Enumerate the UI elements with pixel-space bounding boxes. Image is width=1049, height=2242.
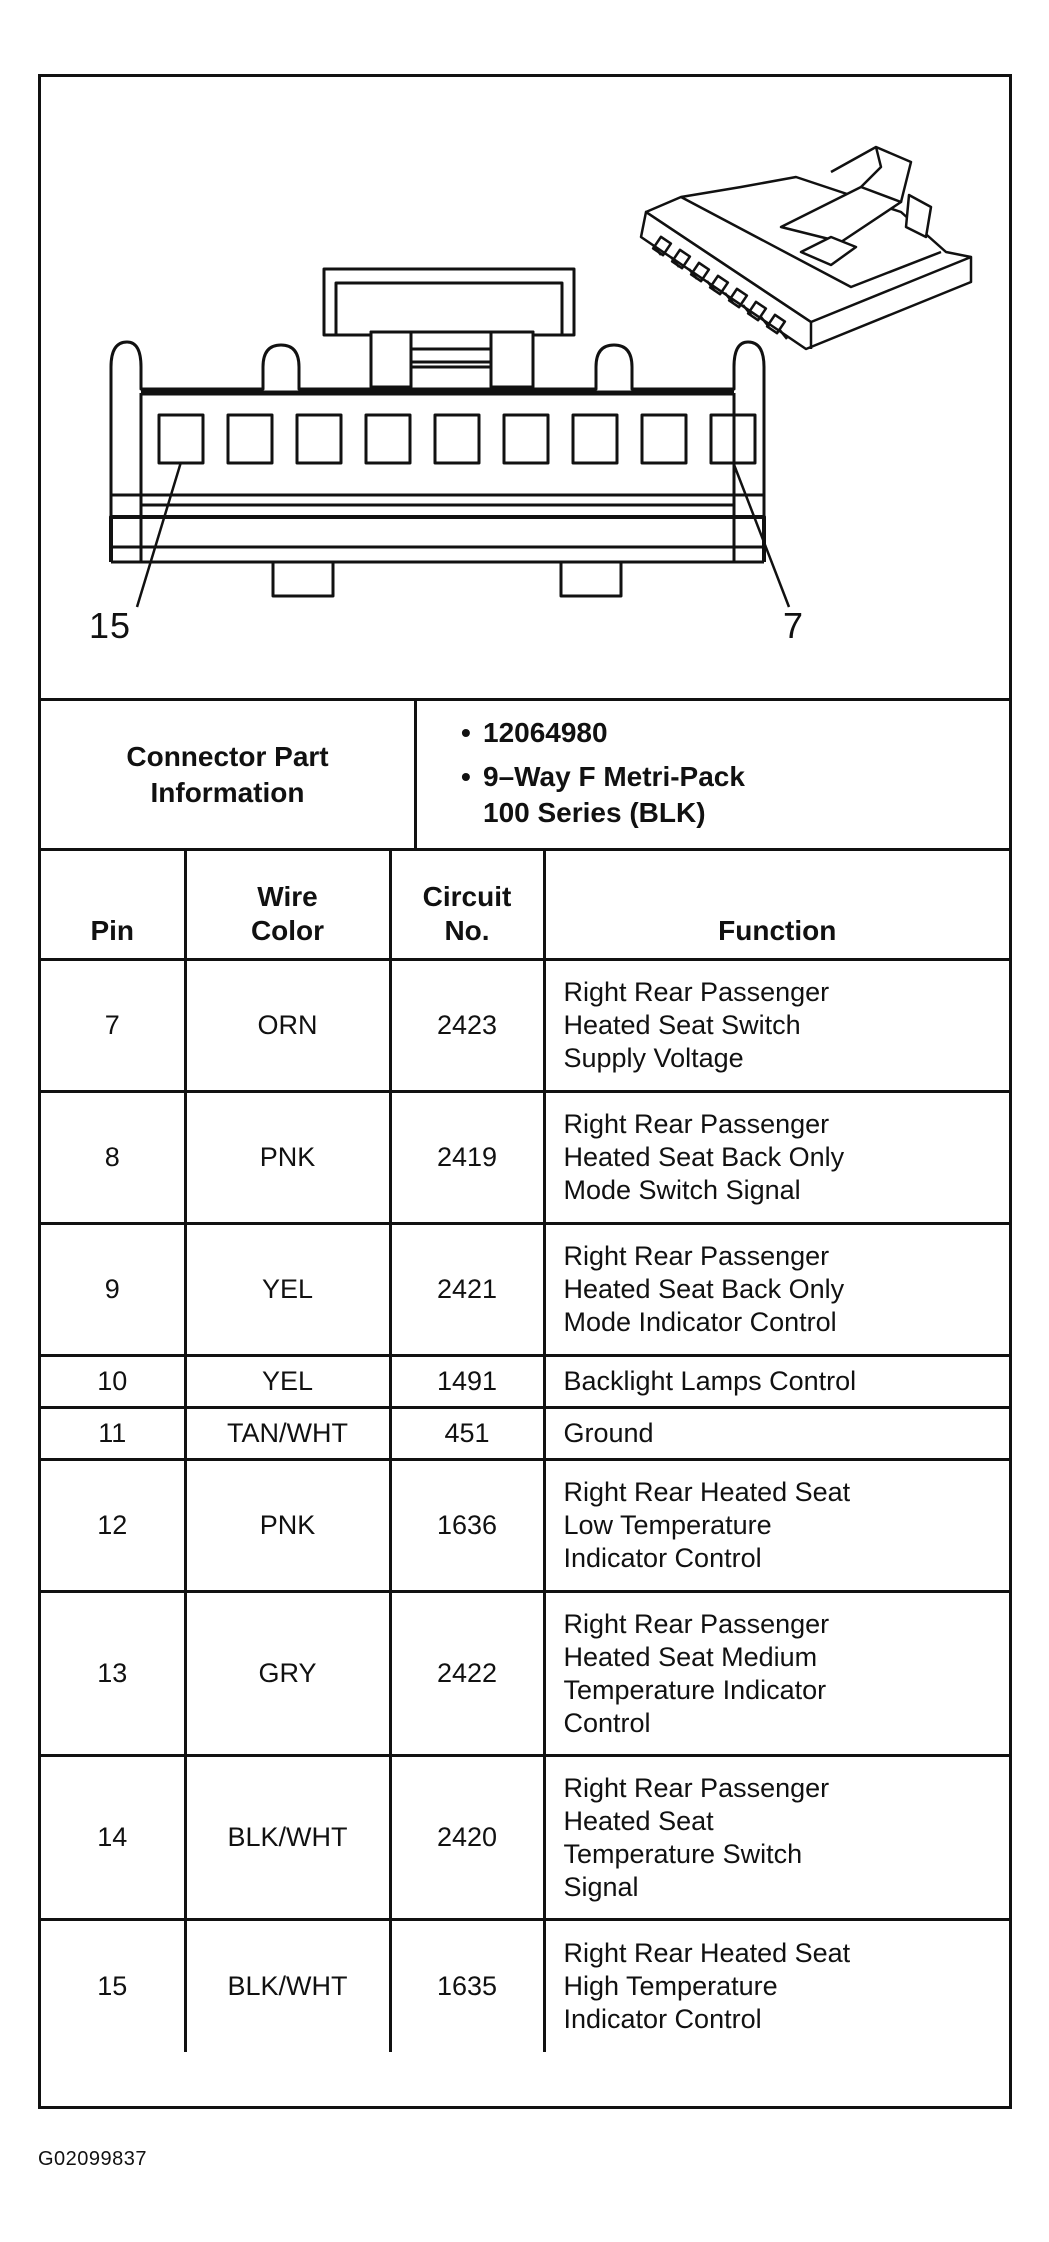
cell-pin: 10 bbox=[41, 1356, 185, 1408]
cell-wire-color: ORN bbox=[185, 960, 390, 1092]
cell-circuit-no: 1491 bbox=[390, 1356, 544, 1408]
function-line: Right Rear Passenger bbox=[563, 1608, 830, 1639]
cell-pin: 8 bbox=[41, 1092, 185, 1224]
cell-pin: 15 bbox=[41, 1920, 185, 2052]
cell-wire-color: GRY bbox=[185, 1592, 390, 1756]
cell-pin: 12 bbox=[41, 1460, 185, 1592]
cell-circuit-no: 2420 bbox=[390, 1756, 544, 1920]
cell-circuit-no: 451 bbox=[390, 1408, 544, 1460]
table-header-row bbox=[41, 850, 1009, 960]
table-row bbox=[41, 1224, 1009, 1356]
cell-pin: 11 bbox=[41, 1408, 185, 1460]
function-line: Low Temperature bbox=[563, 1510, 772, 1540]
function-line: Mode Indicator Control bbox=[563, 1307, 837, 1337]
cavity-10 bbox=[504, 415, 548, 463]
function-line: Heated Seat Switch bbox=[563, 1010, 801, 1040]
cell-circuit-no: 2421 bbox=[390, 1224, 544, 1356]
cell-function bbox=[544, 1460, 1009, 1592]
connector-drawing bbox=[41, 77, 1009, 698]
figure-id: G02099837 bbox=[38, 2148, 148, 2170]
part-number-item bbox=[461, 715, 1009, 751]
table-row bbox=[41, 1092, 1009, 1224]
cavity-8 bbox=[642, 415, 686, 463]
cell-circuit-no: 2422 bbox=[390, 1592, 544, 1756]
function-line: Backlight Lamps Control bbox=[563, 1366, 857, 1396]
cell-pin: 14 bbox=[41, 1756, 185, 1920]
cell-function bbox=[544, 1756, 1009, 1920]
cell-wire-color: YEL bbox=[185, 1224, 390, 1356]
pinout-table-wrapper bbox=[41, 848, 1009, 2052]
cell-function bbox=[544, 1092, 1009, 1224]
part-number: 12064980 bbox=[483, 717, 608, 748]
table-row bbox=[41, 1460, 1009, 1592]
table-row bbox=[41, 1756, 1009, 1920]
header-pin: Pin bbox=[41, 850, 185, 960]
table-row bbox=[41, 960, 1009, 1092]
connector-info-label-line2: Information bbox=[150, 776, 305, 808]
pin-cavities bbox=[159, 415, 755, 463]
header-circuit-no: Circuit No. bbox=[390, 850, 544, 960]
cell-circuit-no: 2423 bbox=[390, 960, 544, 1092]
table-row bbox=[41, 1356, 1009, 1408]
cavity-15 bbox=[159, 415, 203, 463]
cell-circuit-no: 2419 bbox=[390, 1092, 544, 1224]
cell-wire-color: PNK bbox=[185, 1092, 390, 1224]
function-line: Heated Seat Back Only bbox=[563, 1142, 845, 1172]
connector-isometric-view bbox=[641, 147, 971, 349]
function-line: Heated Seat bbox=[563, 1805, 714, 1836]
cell-wire-color: YEL bbox=[185, 1356, 390, 1408]
connector-face-drawing bbox=[111, 269, 764, 596]
function-line: Ground bbox=[563, 1418, 654, 1448]
function-line: Temperature Indicator bbox=[563, 1674, 827, 1705]
function-line: Right Rear Passenger bbox=[563, 1241, 830, 1271]
function-line: Right Rear Passenger bbox=[563, 977, 830, 1007]
function-line: Control bbox=[563, 1707, 651, 1738]
cell-pin: 7 bbox=[41, 960, 185, 1092]
cavity-12 bbox=[366, 415, 410, 463]
function-line: Right Rear Passenger bbox=[563, 1109, 830, 1139]
cell-function bbox=[544, 1408, 1009, 1460]
connector-description-line1: 9–Way F Metri-Pack bbox=[483, 761, 745, 792]
cell-wire-color: PNK bbox=[185, 1460, 390, 1592]
cell-wire-color: BLK/WHT bbox=[185, 1756, 390, 1920]
function-line: Right Rear Heated Seat bbox=[563, 1937, 851, 1968]
connector-part-info bbox=[41, 698, 1009, 848]
cell-wire-color: BLK/WHT bbox=[185, 1920, 390, 2052]
header-function: Function bbox=[544, 850, 1009, 960]
connector-info-label-line1: Connector Part bbox=[126, 740, 329, 772]
function-line: Indicator Control bbox=[563, 1543, 762, 1573]
cell-wire-color: TAN/WHT bbox=[185, 1408, 390, 1460]
connector-sheet bbox=[38, 74, 1012, 2109]
pin-label-left: 15 bbox=[89, 605, 132, 646]
connector-info-values bbox=[417, 701, 1009, 848]
table-row bbox=[41, 1408, 1009, 1460]
function-line: Indicator Control bbox=[563, 2003, 762, 2034]
pin-label-right: 7 bbox=[783, 605, 805, 646]
cell-function bbox=[544, 1592, 1009, 1756]
function-line: Signal bbox=[563, 1871, 639, 1902]
bullet-icon: • bbox=[461, 717, 471, 748]
connector-description-item bbox=[461, 759, 1009, 831]
cell-function bbox=[544, 1224, 1009, 1356]
function-line: Heated Seat Medium bbox=[563, 1641, 818, 1672]
cell-function bbox=[544, 960, 1009, 1092]
cell-function bbox=[544, 1356, 1009, 1408]
cell-pin: 9 bbox=[41, 1224, 185, 1356]
cell-function bbox=[544, 1920, 1009, 2052]
function-line: Mode Switch Signal bbox=[563, 1175, 801, 1205]
header-wire-color: Wire Color bbox=[185, 850, 390, 960]
function-line: Temperature Switch bbox=[563, 1838, 803, 1869]
function-line: Heated Seat Back Only bbox=[563, 1274, 845, 1304]
function-line: High Temperature bbox=[563, 1970, 778, 2001]
cell-circuit-no: 1636 bbox=[390, 1460, 544, 1592]
cavity-14 bbox=[228, 415, 272, 463]
table-row bbox=[41, 1920, 1009, 2052]
leader-line-7 bbox=[733, 462, 789, 607]
cavity-13 bbox=[297, 415, 341, 463]
cavity-11 bbox=[435, 415, 479, 463]
leader-line-15 bbox=[137, 462, 181, 607]
function-line: Right Rear Heated Seat bbox=[563, 1477, 851, 1507]
bullet-icon: • bbox=[461, 761, 471, 792]
function-line: Right Rear Passenger bbox=[563, 1772, 830, 1803]
pinout-table bbox=[41, 848, 1009, 2052]
cell-pin: 13 bbox=[41, 1592, 185, 1756]
table-body bbox=[41, 960, 1009, 2052]
cell-circuit-no: 1635 bbox=[390, 1920, 544, 2052]
cavity-9 bbox=[573, 415, 617, 463]
table-row bbox=[41, 1592, 1009, 1756]
connector-description-line2: 100 Series (BLK) bbox=[483, 797, 706, 828]
connector-diagram bbox=[41, 77, 1009, 698]
connector-info-label bbox=[41, 701, 417, 848]
function-line: Supply Voltage bbox=[563, 1043, 744, 1073]
